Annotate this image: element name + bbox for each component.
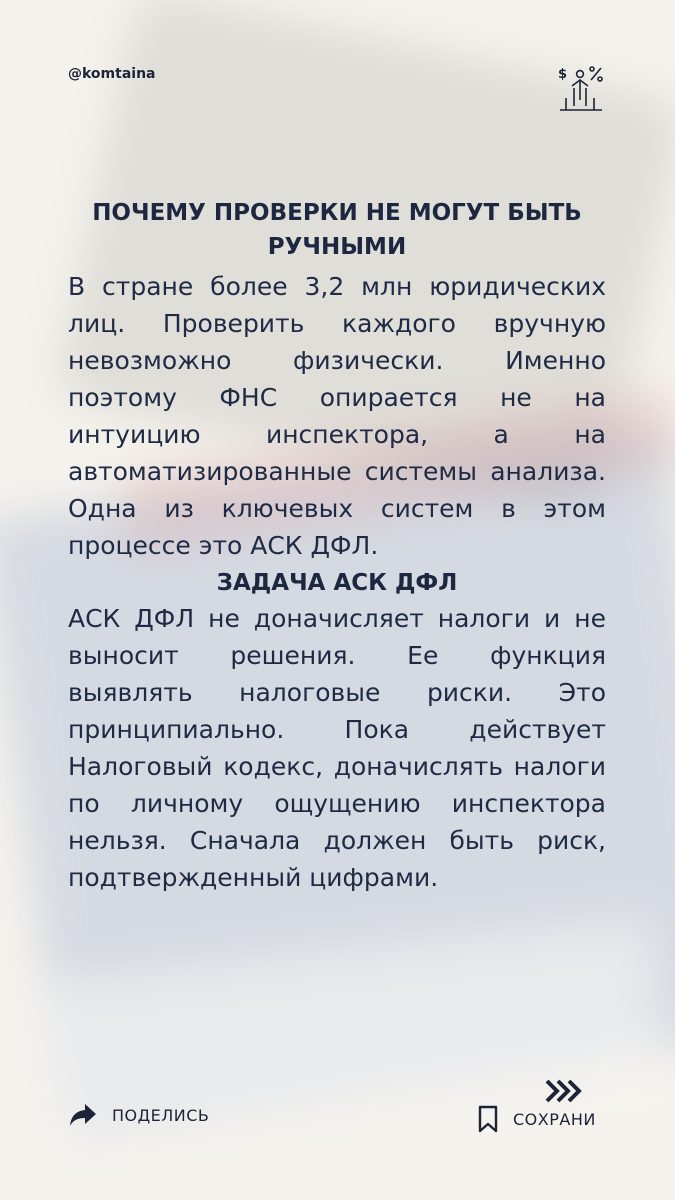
save-button[interactable]: [476, 1104, 596, 1134]
section-title-why-manual: ПОЧЕМУ ПРОВЕРКИ НЕ МОГУТ БЫТЬ РУЧНЫМИ: [92, 200, 582, 260]
triple-chevron-right-icon[interactable]: [545, 1078, 583, 1104]
money-percent-person-icon: [556, 64, 606, 114]
save-label: СОХРАНИ: [513, 1109, 596, 1129]
bookmark-icon: [476, 1104, 500, 1134]
author-handle: @komtaina: [68, 66, 156, 82]
section-text-ask-dfl: АСК ДФЛ не доначисляет налоги и не выносит решения. Ее функция выявлять налоговые риски. Это принципиально. Пока действует Налоговый кодекс, доначислять налоги по личному ощущению инспектора нельзя. Сначала должен быть риск, подтвержденный цифрами.: [68, 604, 606, 892]
section-text-why-manual: В стране более 3,2 млн юридических лиц. Проверить каждого вручную невозможно физически. Именно поэтому ФНС опирается не на интуицию инспектора, а на автоматизированные системы анализа. Одна из ключевых систем в этом процессе это АСК ДФЛ.: [68, 272, 606, 560]
share-label: ПОДЕЛИСЬ: [112, 1105, 210, 1125]
section-title-ask-dfl: ЗАДАЧА АСК ДФЛ: [216, 570, 458, 596]
share-arrow-icon: [68, 1100, 98, 1130]
svg-text:$: $: [558, 67, 568, 82]
share-button[interactable]: [68, 1100, 209, 1130]
